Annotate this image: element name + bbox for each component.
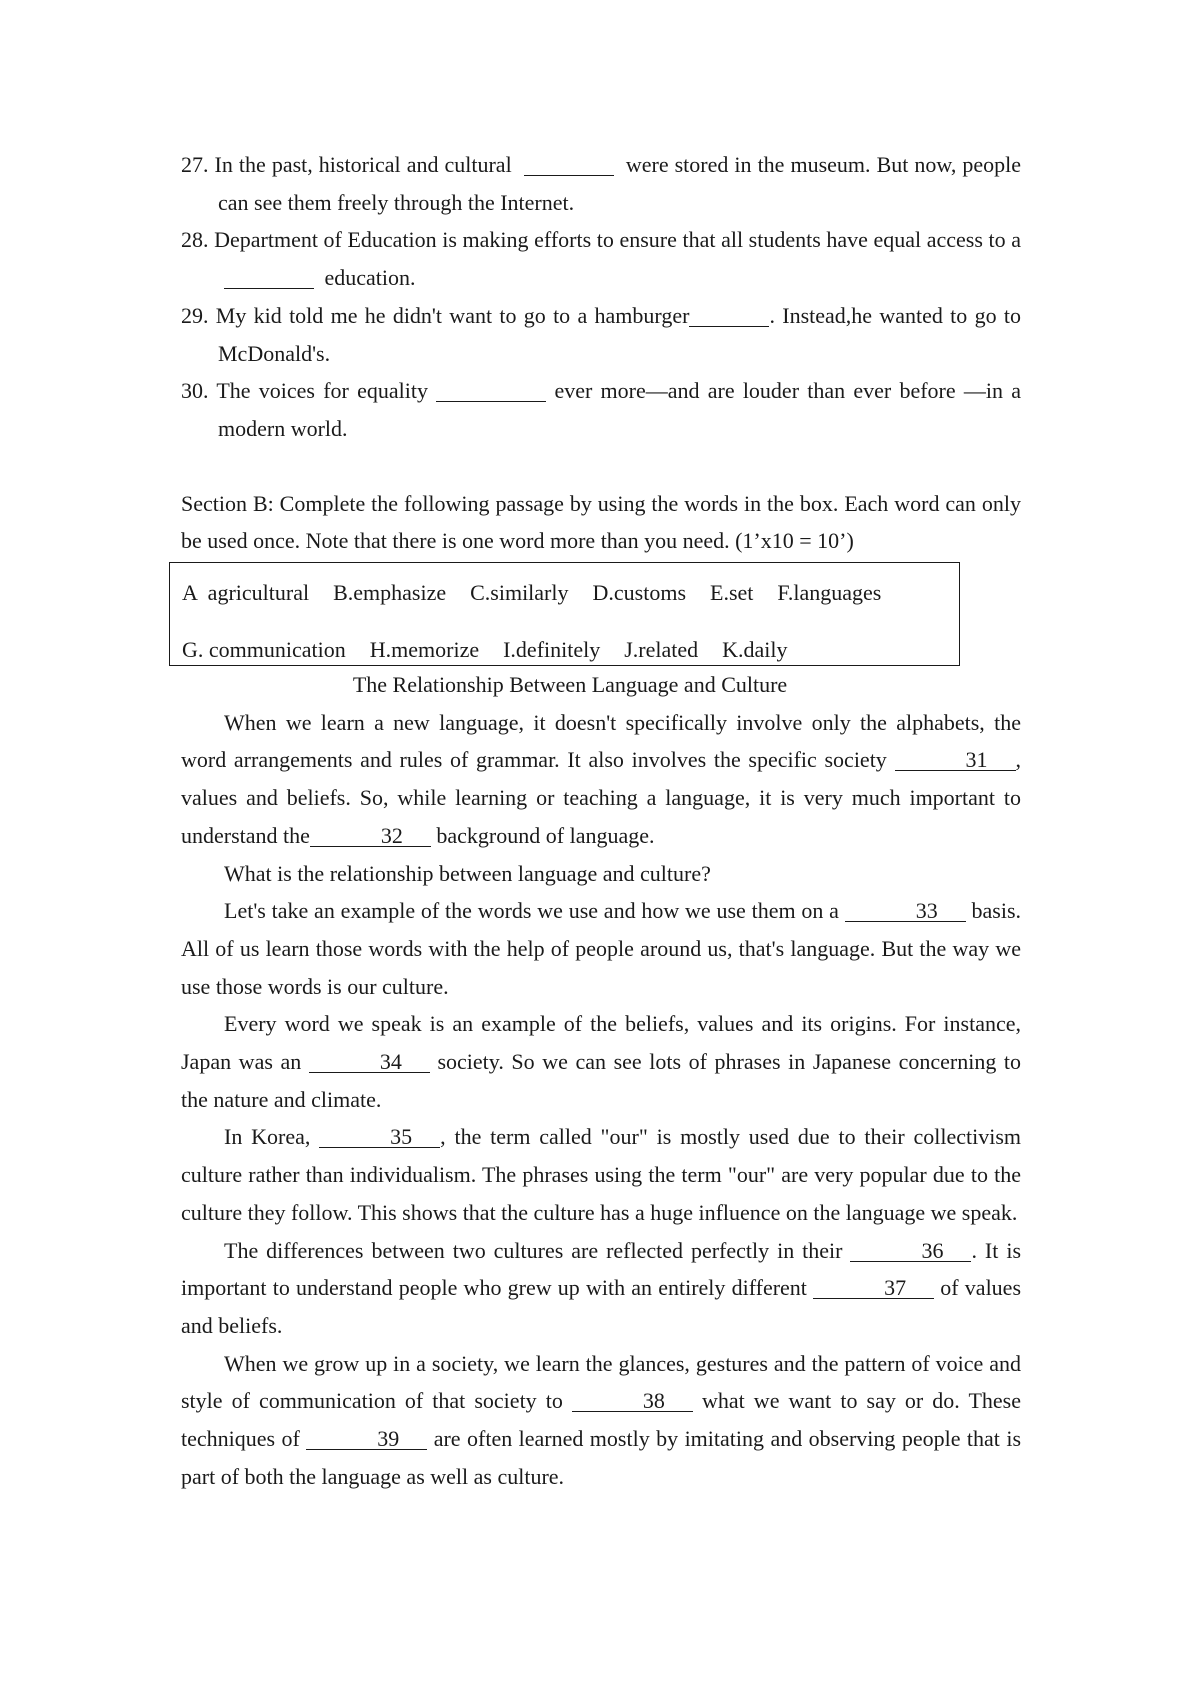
passage-title: The Relationship Between Language and Culture [352, 672, 788, 698]
question-text: ever more—and are louder than ever before —in a modern world. [218, 378, 1021, 441]
passage-paragraph [181, 892, 1021, 1005]
passage-paragraph [181, 1118, 1021, 1231]
word-option: C.similarly [470, 580, 569, 606]
word-box [169, 562, 960, 666]
numbered-blank-39[interactable]: 39 [306, 1429, 427, 1450]
paragraph-text: Every word we speak is an example of the beliefs, values and its origins. For instance, Japan was an [181, 1011, 1021, 1075]
question-number: 28. [181, 227, 209, 253]
word-option: B.emphasize [333, 580, 447, 606]
question-number: 29. [181, 302, 209, 328]
answer-blank[interactable] [689, 304, 769, 327]
numbered-blank-33[interactable]: 33 [845, 901, 966, 922]
paragraph-text: background of language. [436, 822, 655, 848]
numbered-blank-38[interactable]: 38 [572, 1391, 693, 1412]
numbered-blank-34[interactable]: 34 [309, 1052, 430, 1073]
numbered-blank-31[interactable]: 31 [895, 750, 1016, 771]
question-text: In the past, historical and cultural [214, 152, 512, 177]
paragraph-text: are often learned mostly by imitating and observing people that is part of both the language as well as culture. [181, 1426, 1022, 1489]
question-number: 30. [181, 378, 209, 404]
passage-paragraph [181, 855, 1021, 893]
paragraph-text: When we learn a new language, it doesn't specifically involve only the alphabets, the word arrangements and rules of grammar. It also involves the specific society [181, 709, 1021, 773]
question-text: The voices for equality [216, 378, 428, 404]
numbered-blank-37[interactable]: 37 [813, 1278, 934, 1299]
answer-blank[interactable] [524, 153, 614, 176]
paragraph-text: basis. All of us learn those words with the help of people around us, that's language. But the way we use those words is our culture. [181, 898, 1022, 999]
paragraph-text: Let's take an example of the words we use and how we use them on a [224, 898, 839, 924]
paragraph-text: what we want to say or do. These techniques of [181, 1388, 1021, 1452]
worksheet-page [181, 146, 1021, 1496]
word-option: A agricultural [182, 580, 310, 606]
paragraph-text: , values and beliefs. So, while learning or teaching a language, it is very much important to understand the [181, 747, 1021, 848]
paragraph-text: , the term called "our" is mostly used due to their collectivism culture rather than individualism. The phrases using the term "our" are very popular due to the culture they follow. This shows that the culture has a huge influence on the language we speak. [181, 1124, 1022, 1225]
question-text: education. [324, 265, 416, 291]
numbered-blank-36[interactable]: 36 [850, 1241, 971, 1262]
word-option: H.memorize [369, 636, 480, 662]
answer-blank[interactable] [436, 379, 546, 402]
question-text: were stored in the museum. But now, people can see them freely through the Internet. [218, 152, 1022, 215]
question-text: My kid told me he didn't want to go to a hamburger [215, 302, 690, 328]
word-option: D.customs [592, 580, 686, 606]
word-option: I.definitely [503, 636, 601, 662]
paragraph-text: When we grow up in a society, we learn the glances, gestures and the pattern of voice and style of communication of that society to [181, 1350, 1021, 1414]
passage-paragraph [181, 1005, 1021, 1118]
passage-paragraph [181, 1345, 1021, 1496]
word-option: F.languages [777, 580, 882, 606]
question-29 [181, 297, 1021, 372]
word-option: J.related [624, 636, 699, 662]
word-box-row [182, 631, 959, 669]
question-30 [181, 372, 1021, 447]
numbered-blank-32[interactable]: 32 [310, 826, 431, 847]
word-option: G. communication [182, 636, 346, 662]
numbered-blank-35[interactable]: 35 [319, 1127, 440, 1148]
word-box-row [182, 574, 959, 612]
question-27 [181, 146, 1021, 221]
passage-paragraph [181, 704, 1021, 855]
section-b-instruction: Section B: Complete the following passage by using the words in the box. Each word can only be used once. Note that there is one word more than you need. (1’x10 = 10’) [181, 490, 1021, 554]
question-text: . Instead,he wanted to go to McDonald's. [218, 302, 1021, 366]
paragraph-text: society. So we can see lots of phrases in Japanese concerning to the nature and climate. [181, 1049, 1022, 1112]
question-28 [181, 221, 1021, 296]
paragraph-text: The differences between two cultures are reflected perfectly in their [224, 1237, 843, 1263]
paragraph-text: What is the relationship between language and culture? [224, 860, 711, 886]
passage-paragraph [181, 1232, 1021, 1345]
word-option: K.daily [722, 636, 788, 662]
question-text: Department of Education is making efforts to ensure that all students have equal access to a [214, 227, 1021, 253]
paragraph-text: In Korea, [224, 1124, 311, 1150]
answer-blank[interactable] [224, 266, 314, 289]
paragraph-text: . It is important to understand people who grew up with an entirely different [181, 1237, 1022, 1301]
paragraph-text: of values and beliefs. [181, 1275, 1022, 1338]
question-number: 27. [181, 152, 209, 177]
word-option: E.set [710, 580, 754, 606]
